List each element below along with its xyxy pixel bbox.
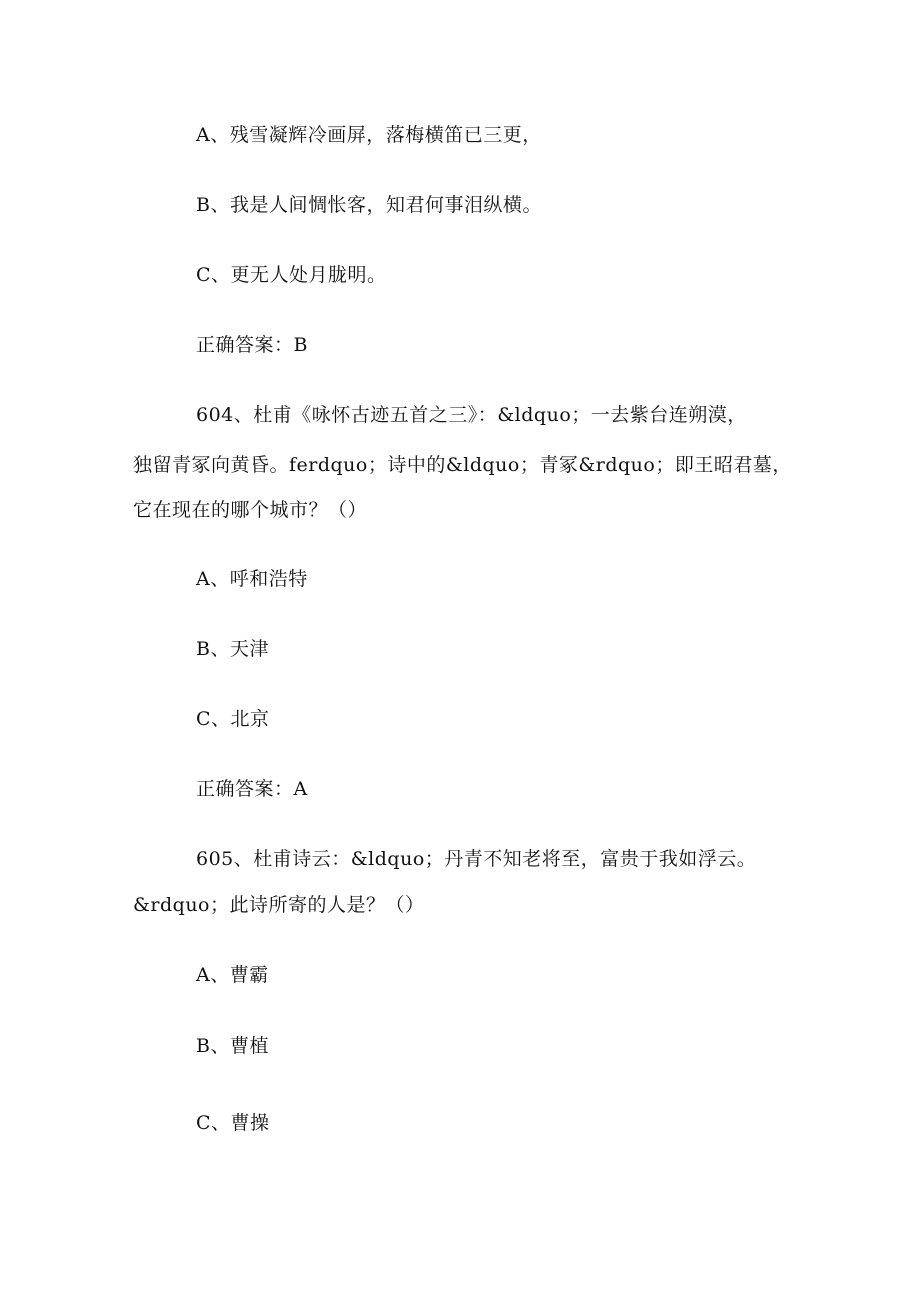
q604-question-line3: 它在现在的哪个城市？（） — [133, 499, 368, 521]
q604-answer: 正确答案：A — [196, 778, 308, 800]
q604-option-c: C、北京 — [196, 708, 270, 730]
q603-option-a: A、残雪凝辉冷画屏，落梅横笛已三更， — [196, 124, 542, 146]
q603-option-c: C、更无人处月胧明。 — [196, 264, 387, 286]
q603-option-b: B、我是人间惆怅客，知君何事泪纵横。 — [196, 194, 542, 216]
q605-question-line2: &rdquo；此诗所寄的人是？（） — [133, 894, 425, 916]
q605-option-b: B、曹植 — [196, 1035, 269, 1057]
q604-question-line1: 604、杜甫《咏怀古迹五首之三》：&ldquo；一去紫台连朔漠， — [196, 404, 747, 426]
q604-question-line2: 独留青冢向黄昏。ferdquo；诗中的&ldquo；青冢&rdquo；即王昭君墓， — [133, 454, 792, 476]
q605-question-line1: 605、杜甫诗云：&ldquo；丹青不知老将至，富贵于我如浮云。 — [196, 848, 757, 870]
q605-option-c: C、曹操 — [196, 1112, 270, 1134]
q604-option-b: B、天津 — [196, 638, 269, 660]
q604-option-a: A、呼和浩特 — [196, 568, 308, 590]
q605-option-a: A、曹霸 — [196, 964, 269, 986]
q603-answer: 正确答案：B — [196, 334, 308, 356]
